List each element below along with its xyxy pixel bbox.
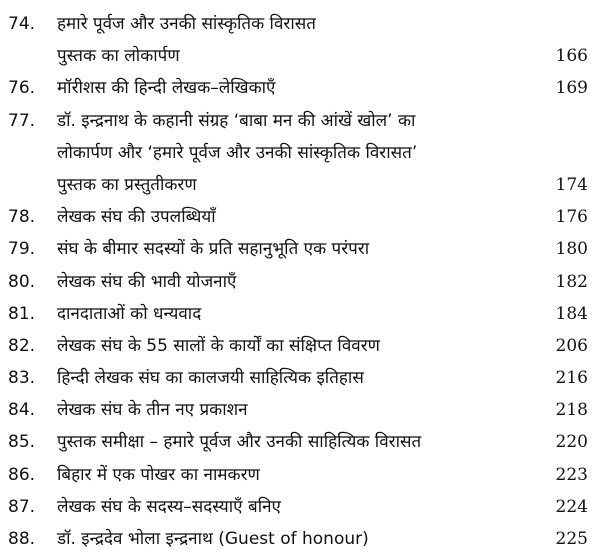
entry-number: 85. [8,432,36,453]
entry-title: पुस्तक का लोकार्पण [57,46,180,67]
entry-title: संघ के बीमार सदस्यों के प्रति सहानुभूति एक परंपरा [57,239,370,260]
entry-title: डॉ. इन्द्रनाथ के कहानी संग्रह ‘बाबा मन की आंखें खोल’ का [57,110,416,131]
toc-line [0,137,600,169]
page-number: 174 [555,174,588,195]
page-number: 169 [555,78,588,99]
entry-title: पुस्तक समीक्षा – हमारे पूर्वज और उनकी साहित्यिक विरासत [57,432,422,453]
entry-number: 82. [8,335,36,356]
toc-line [0,394,600,426]
page-number: 220 [555,432,588,453]
toc-entry [0,491,600,523]
toc-line [0,233,600,265]
entry-title: लेखक संघ की भावी योजनाएँ [57,271,237,292]
entry-title: डॉ. इन्द्रदेव भोला इन्द्रनाथ (Guest of honour) [57,529,369,549]
entry-number: 86. [8,464,36,485]
toc-entry [0,266,600,298]
entry-title: दानदाताओं को धन्यवाद [57,303,202,324]
toc-line [0,523,600,555]
entry-title: लेखक संघ के तीन नए प्रकाशन [57,400,248,421]
toc-line [0,491,600,523]
toc-entry [0,426,600,458]
entry-number: 88. [8,529,36,549]
toc-entry [0,105,600,202]
entry-title: लेखक संघ की उपलब्धियाँ [57,207,216,228]
toc-line [0,266,600,298]
entry-title: हिन्दी लेखक संघ का कालजयी साहित्यिक इतिहास [57,368,364,389]
entry-title: लेखक संघ के सदस्य–सदस्याएँ बनिए [57,496,281,517]
toc-line [0,330,600,362]
entry-title: लोकार्पण और ‘हमारे पूर्वज और उनकी सांस्कृतिक विरासत’ [57,142,418,163]
toc-line [0,459,600,491]
toc-entry [0,459,600,491]
page-number: 180 [555,239,588,260]
toc-entry [0,330,600,362]
toc-line [0,362,600,394]
entry-number: 79. [8,239,36,260]
toc-line [0,298,600,330]
toc-line [0,105,600,137]
entry-number: 78. [8,207,36,228]
entry-number: 80. [8,271,36,292]
toc-entry [0,523,600,555]
page-number: 218 [555,400,588,421]
page-number: 216 [555,368,588,389]
toc-entry [0,362,600,394]
page-number: 184 [555,303,588,324]
toc-line [0,8,600,40]
toc-entry [0,72,600,104]
entry-number: 81. [8,303,36,324]
page-number: 223 [555,464,588,485]
toc-line [0,201,600,233]
page-number: 166 [555,46,588,67]
entry-number: 83. [8,368,36,389]
toc-entry [0,201,600,233]
toc-line [0,169,600,201]
page-number: 224 [555,496,588,517]
toc-entry [0,233,600,265]
toc-entry [0,8,600,72]
toc-line [0,426,600,458]
entry-title: हमारे पूर्वज और उनकी सांस्कृतिक विरासत [57,14,316,34]
toc-entry [0,298,600,330]
page-number: 225 [555,529,588,549]
entry-title: बिहार में एक पोखर का नामकरण [57,464,260,485]
toc-line [0,40,600,72]
entry-number: 74. [8,14,36,34]
page-number: 182 [555,271,588,292]
entry-number: 77. [8,110,36,131]
entry-number: 87. [8,496,36,517]
table-of-contents [0,8,600,555]
entry-number: 84. [8,400,36,421]
toc-entry [0,394,600,426]
entry-title: मॉरीशस की हिन्दी लेखक–लेखिकाएँ [57,78,276,99]
page-number: 206 [555,335,588,356]
toc-line [0,72,600,104]
entry-title: लेखक संघ के 55 सालों के कार्यों का संक्षिप्त विवरण [57,335,380,356]
entry-title: पुस्तक का प्रस्तुतीकरण [57,174,197,195]
entry-number: 76. [8,78,36,99]
page-number: 176 [555,207,588,228]
